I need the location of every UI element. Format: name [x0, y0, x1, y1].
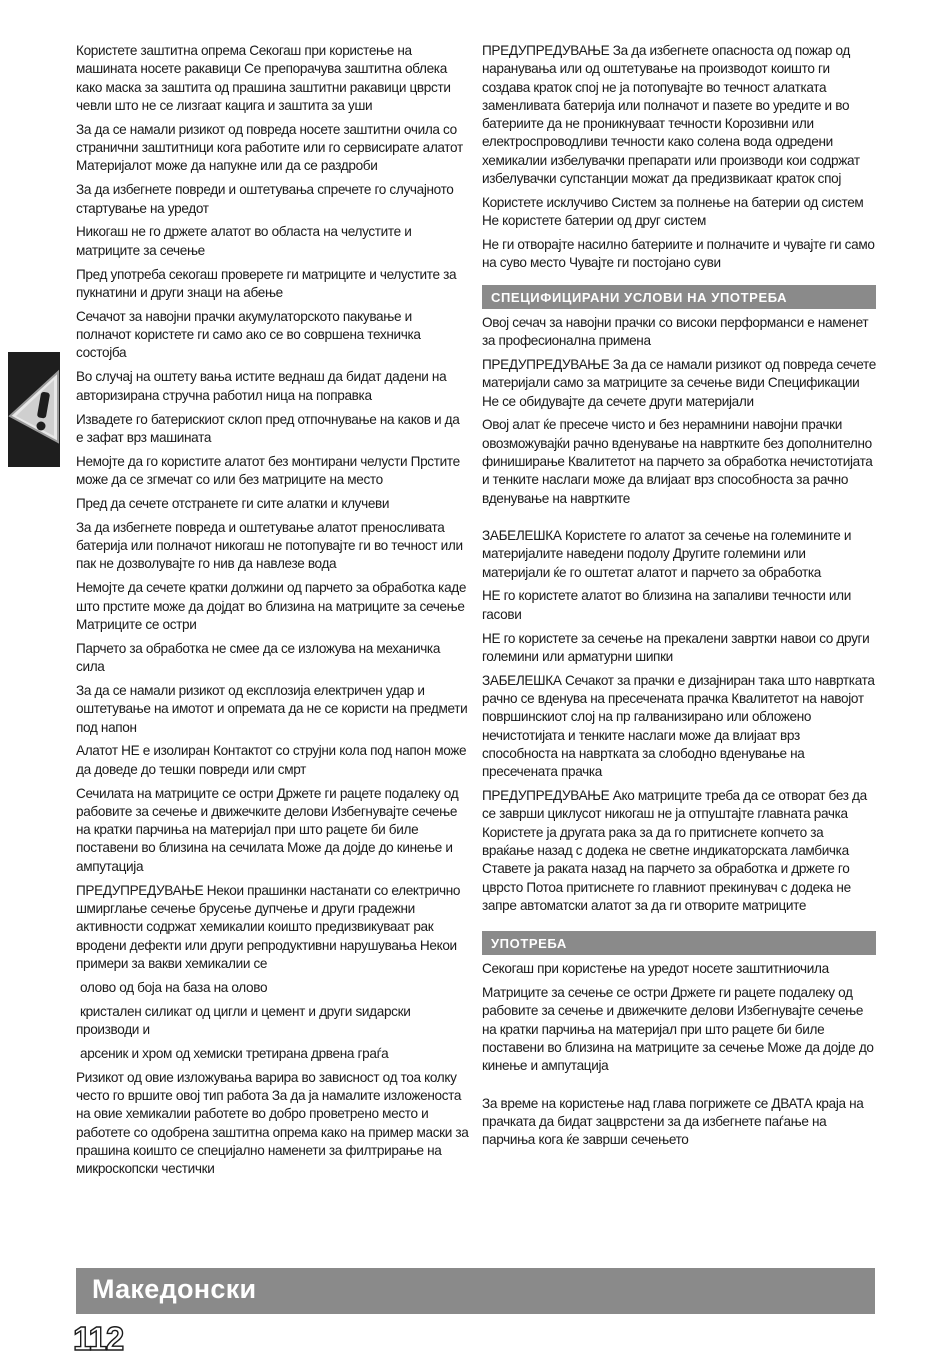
list-item-lead-paint: олово од боја на база на олово [80, 979, 268, 995]
paragraph-open-dies-warning: ПРЕДУПРЕДУВАЊЕ Ако матриците треба да се отворат без да се заврши циклусот никогаш не ја отпуштајте главната рачка Користете ја другата рака за да го притиснете копчето за враќање назад с додека не светне индикаторската ламбичка Ставете ја раката назад на парчето за обработка и држете го цврсто Потоа притиснете го главниот прекинувач с додека не запре автоматски алатот за да ги отворите матриците [482, 788, 867, 913]
paragraph-mechanical-force: Парчето за обработка не смее да се изложува на механичка сила [76, 640, 441, 675]
list-item-arsenic-chromium: арсеник и хром од хемиски третирана дрвена граѓа [80, 1045, 389, 1061]
safety-warning-tab [8, 352, 60, 467]
section-heading-specified-conditions: СПЕЦИФИЦИРАНИ УСЛОВИ НА УПОТРЕБА [482, 285, 876, 309]
paragraph-intended-use: Овој сечач за навојни прачки со високи перформанси е наменет за професионална примена [482, 314, 869, 349]
paragraph-flammable-liquids: НЕ го користете алатот во близина на запаливи течности или гасови [482, 588, 851, 622]
paragraph-accidental-start: За да избегнете повреди и оштетувања спречете го случајното стартување на уредот [76, 182, 454, 216]
paragraph-mounted-jaws: Немојте да го користите алатот без монтирани челусти Прстите може да се згмечат со или без матриците на место [76, 453, 460, 487]
right-column [482, 42, 876, 1155]
paragraph-damage-repair: Во случај на оштету вања истите веднаш да бидат дадени на авторизирана стручна работил ница на поправка [76, 369, 447, 403]
paragraph-jaw-area: Никогаш не го држете алатот во областа на челустите и матриците за сечење [76, 224, 412, 258]
paragraph-exposure-risk: Ризикот од овие изложувања варира во зависност од тоа колку често го вршите овој тип работа За да ја намалите изложеноста на овие хемикалии работете во добро проветрено место и работете со одобрена заштитна опрема како на пример маски за прашина коишто се специјално наменети за филтрирање на микроскопски честички [76, 1069, 469, 1177]
paragraph-note-nut-threading: ЗАБЕЛЕШКА Сечакот за прачки е дизајниран така што навртката рачно се вденува на пресечената прачка Квалитетот на навојот површинскиот слој на пр галванизирано или обложено нечистотијата и тенките наслаги може да влијаат врз способноста на навртката за слободно вденување на пресечената прачка [482, 672, 875, 780]
paragraph-wear-goggles: Секогаш при користење на уредот носете заштитниочила [482, 961, 829, 977]
paragraph-short-lengths: Немојте да сечете кратки должини од парчето за обработка каде што прстите може да дојдат во близина на матриците за сечење Матриците се остри [76, 580, 467, 632]
language-label: Македонски [92, 1274, 257, 1304]
paragraph-short-circuit-warning: ПРЕДУПРЕДУВАЊЕ За да избегнете опасноста од пожар од наранувања или од оштетување на производот коишто ги создава краток спој не ја потопувајте во течност алатката заменливата батерија или полначот и пазете во уредите и во батериите да не проникнуваат течности Корозивни или електроспроводливи течности како солена вода одредени хемикалии избелувачки препарати или производи кои содржат избелувачки супстанции можат да предизвикаат краток спој [482, 43, 860, 187]
paragraph-not-insulated: Алатот НЕ е изолиран Контактот со струјни кола под напон може да доведе до тешки повреди или смрт [76, 743, 467, 777]
paragraph-cut-only-specified: ПРЕДУПРЕДУВАЊЕ За да се намали ризикот од повреда сечете материјали само за матриците за сечење види Спецификации Не се обидувајте да сечете други материјали [482, 356, 876, 409]
left-column [76, 42, 470, 1184]
paragraph-inspect-dies: Пред употреба секогаш проверете ги матриците и челустите за пукнатини и други знаци на абење [76, 266, 457, 300]
page-number: 112 [73, 1320, 124, 1357]
paragraph-dust-warning: ПРЕДУПРЕДУВАЊЕ Некои прашинки настанати со електрично шмирглање сечење брусење дупчење и други градежни активности содржат хемикалии коишто предизвикуваат рак вродени дефекти или други репродуктивни нарушувања Некои примери за вакви хемикалии се [76, 882, 461, 971]
paragraph-clean-cut: Овој алат ќе пресече чисто и без нерамнини навојни прачки овозможувајќи рачно вденување на навртките без дополнително финиширање Квалитетот на парчето за обработка нечистотијата и тенките наслаги може да влијаат врз способноста за рачно вденување на навртките [482, 417, 873, 506]
paragraph-remove-battery: Извадете го батерискиот склоп пред отпочнување на каков и да е зафат врз машината [76, 411, 460, 445]
paragraph-explosion-risk: За да се намали ризикот од експлозија електричен удар и оштетување на имотот и опремата да не се користи на предмети под напон [76, 682, 468, 735]
paragraph-remove-tools: Пред да сечете отстранете ги сите алатки и клучеви [76, 495, 390, 511]
paragraph-battery-system: Користете исклучиво Систем за полнење на батерии од систем Не користете батерии од друг систем [482, 194, 864, 229]
paragraph-overhead-use: За време на користење над глава погрижете се ДВАТА краја на прачката да бидат зацврстени за да избегнете паѓање на парчиња кога ќе заврши сечењето [482, 1095, 864, 1148]
warning-triangle-icon [8, 366, 60, 448]
paragraph-liquid-immersion: За да избегнете повреда и оштетување алатот преносливата батерија или полначот никогаш не потопувајте ги во течност или пак не дозволувајте го нив да навлезе вода [76, 519, 463, 572]
paragraph-technical-condition: Сечачот за навојни прачки акумулаторското пакување и полначот користете ги само ако се во совршена техничка состојба [76, 308, 421, 361]
paragraph-hardened-bolts: НЕ го користете за сечење на прекалени завртки навои со други големини или арматурни шипки [482, 630, 870, 664]
language-footer-bar [76, 1268, 875, 1314]
paragraph-safety-glasses: За да се намали ризикот од повреда носете заштитни очила со странични заштитници кога работите или го сервисирате алатот Материјалот може да напукне или да се раздроби [76, 121, 463, 174]
paragraph-note-sizes: ЗАБЕЛЕШКА Користете го алатот за сечење на големините и материјалите наведени подолу Другите големини или материјали ќе го оштетат алатот и парчето за обработка [482, 527, 852, 580]
paragraph-sharp-dies: Матриците за сечење се остри Држете ги рацете подалеку од рабовите за сечење и движечките делови Избегнувајте сечење на кратки парчиња на материјал при што рацете би биле поставени во близина на матриците за сечење Може да дојде до кинење и ампутација [482, 985, 874, 1074]
paragraph-protective-equipment: Користете заштитна опрема Секогаш при користење на машината носете ракавици Се препорачува заштитна облека како маска за заштита од прашина заштитни ракавици цврсти чевли што не се лизгаат кацига и заштита за уши [76, 43, 451, 113]
paragraph-sharp-blades: Сечилата на матриците се остри Држете ги рацете подалеку од рабовите за сечење и движечките делови Избегнувајте сечење на кратки парчиња на материјал при што рацете би биле поставени во близина на сечилата Може да дојде до кинење и ампутација [76, 785, 459, 874]
list-item-crystalline-silica: кристален силикат од цигли и цемент и други ѕидарски производи и [76, 1003, 411, 1037]
section-heading-usage: УПОТРЕБА [482, 931, 876, 955]
paragraph-battery-storage: Не ги отворајте насилно батериите и полначите и чувајте ги само на суво место Чувајте ги постојано суви [482, 237, 875, 271]
